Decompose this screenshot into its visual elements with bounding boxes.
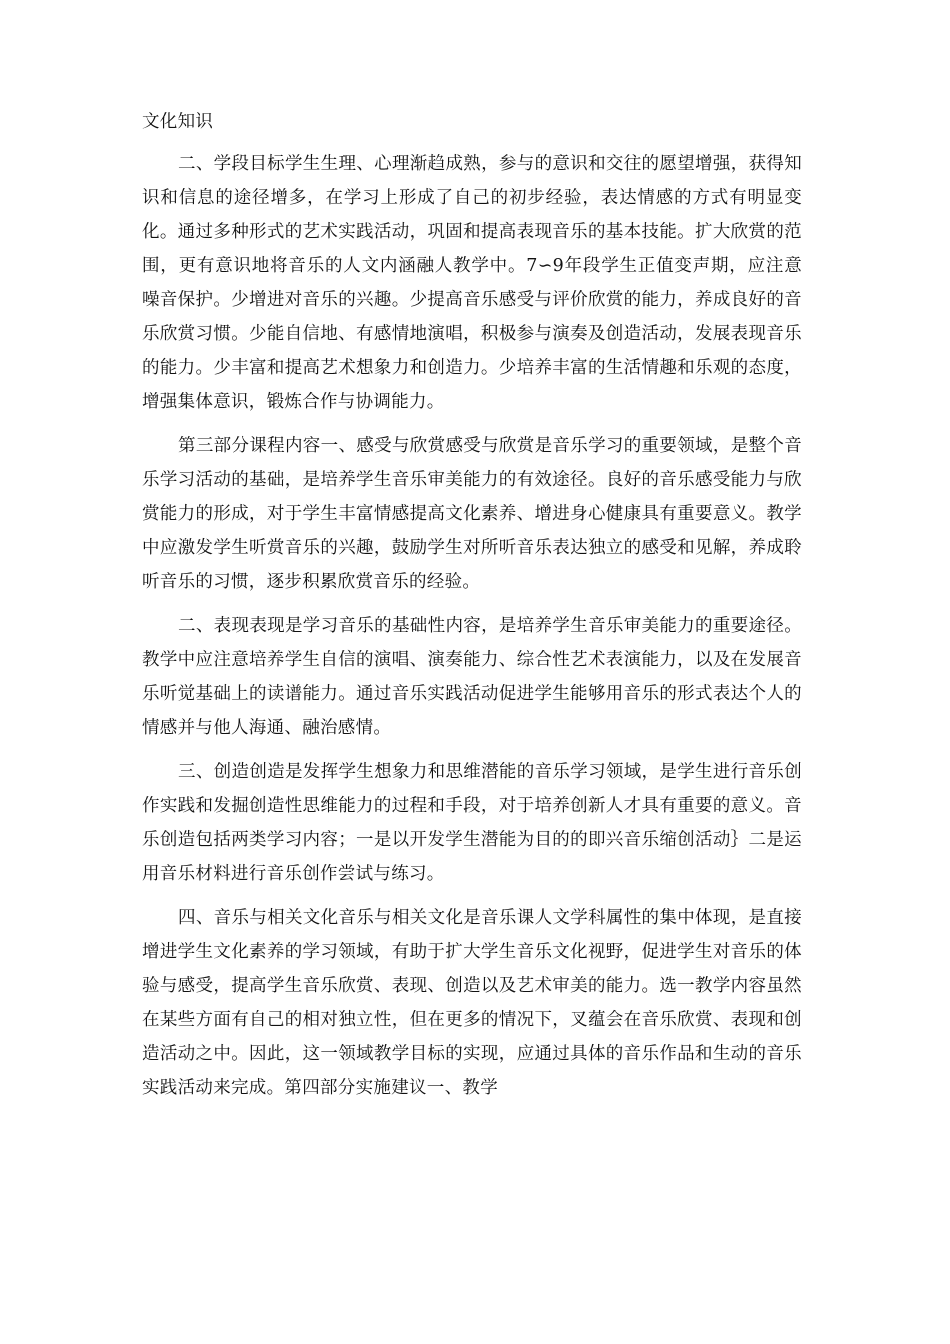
paragraph-performance: 二、表现表现是学习音乐的基础性内容，是培养学生音乐审美能力的重要途径。教学中应注意培养学生自信的演唱、演奏能力、综合性艺术表演能力，以及在发展音乐听觉基础上的读谱能力。通过音乐实践活动促进学生能够用音乐的形式表达个人的情感并与他人海通、融治感情。 xyxy=(142,616,802,738)
paragraph-creation: 三、创造创造是发挥学生想象力和思维潜能的音乐学习领域，是学生进行音乐创作实践和发掘创造性思维能力的过程和手段，对于培养创新人才具有重要的意义。音乐创造包括两类学习内容；一是以开发学生潜能为目的的即兴音乐缩创活动｝二是运用音乐材料进行音乐创作尝试与练习。 xyxy=(142,762,802,884)
continuation-line: 文化知识 xyxy=(142,112,214,132)
document-page xyxy=(142,105,802,1115)
paragraph-music-and-culture: 四、音乐与相关文化音乐与相关文化是音乐课人文学科属性的集中体现，是直接增进学生文化素养的学习领域，有助于扩大学生音乐文化视野，促进学生对音乐的体验与感受，提高学生音乐欣赏、表现、创造以及艺术审美的能力。选一教学内容虽然在某些方面有自己的相对独立性，但在更多的情况下，叉蕴会在音乐欣赏、表现和创造活动之中。因此，这一领域教学目标的实现，应通过具体的音乐作品和生动的音乐实践活动来完成。第四部分实施建议一、教学 xyxy=(142,908,802,1098)
paragraph-stage-goals: 二、学段目标学生生理、心理渐趋成熟，参与的意识和交往的愿望增强，获得知识和信息的途径增多，在学习上形成了自己的初步经验，表达情感的方式有明显变化。通过多种形式的艺术实践活动，巩固和提高表现音乐的基本技能。扩大欣赏的范围，更有意识地将音乐的人文内涵融人教学中。7∽9年段学生正值变声期，应注意噪音保护。少增进对音乐的兴趣。少提高音乐感受与评价欣赏的能力，养成良好的音乐欣赏习惯。少能自信地、有感情地演唱，积极参与演奏及创造活动，发展表现音乐的能力。少丰富和提高艺术想象力和创造力。少培养丰富的生活情趣和乐观的态度，增强集体意识，锻炼合作与协调能力。 xyxy=(142,154,802,412)
paragraph-course-content-appreciation: 第三部分课程内容一、感受与欣赏感受与欣赏是音乐学习的重要领域，是整个音乐学习活动的基础，是培养学生音乐审美能力的有效途径。良好的音乐感受能力与欣赏能力的形成，对于学生丰富情感提高文化素养、增进身心健康具有重要意义。教学中应激发学生听赏音乐的兴趣，鼓励学生对所听音乐表达独立的感受和见解，养成聆听音乐的习惯，逐步积累欣赏音乐的经验。 xyxy=(142,436,802,592)
